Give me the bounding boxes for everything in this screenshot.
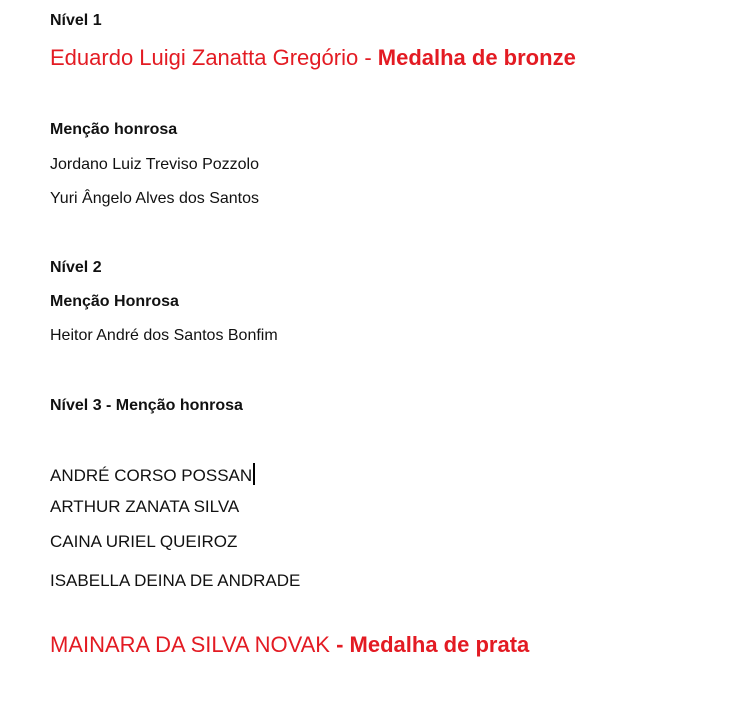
medal-award: Medalha de bronze [377,45,576,70]
level-1-honorable-heading: Menção honrosa [50,121,178,138]
honorable-name: Jordano Luiz Treviso Pozzolo [50,156,259,173]
honorable-name: ISABELLA DEINA DE ANDRADE [50,571,301,590]
text-cursor [253,463,255,485]
level-2-heading: Nível 2 [50,259,102,276]
medal-award: Medalha de prata [349,632,530,657]
medalist-name: Eduardo Luigi Zanatta Gregório [50,45,359,70]
medalist-separator: - [358,45,378,70]
medalist-name: MAINARA DA SILVA NOVAK [50,632,330,657]
honorable-name: CAINA URIEL QUEIROZ [50,532,238,551]
level-1-medal-line [50,47,576,69]
honorable-name: ANDRÉ CORSO POSSAN [50,466,253,485]
honorable-name-row [50,463,255,485]
level-3-medal-line [50,634,529,656]
honorable-name: Yuri Ângelo Alves dos Santos [50,190,260,207]
level-2-honorable-heading: Menção Honrosa [50,293,179,310]
medalist-separator: - [329,632,350,657]
honorable-name: ARTHUR ZANATA SILVA [50,497,240,516]
level-3-heading: Nível 3 - Menção honrosa [50,397,243,414]
level-1-heading: Nível 1 [50,12,102,29]
honorable-name: Heitor André dos Santos Bonfim [50,327,278,344]
